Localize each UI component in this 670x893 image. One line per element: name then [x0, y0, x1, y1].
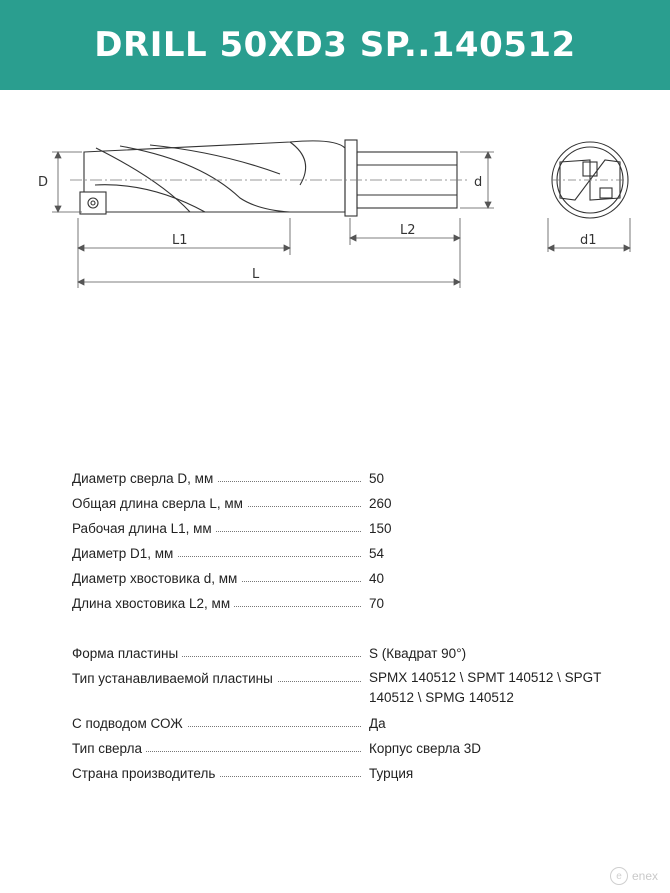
- spec-row: [72, 466, 632, 491]
- circle-e-icon: e: [610, 867, 628, 885]
- spec-row: [72, 566, 632, 591]
- drill-flute: [95, 185, 205, 212]
- spec-label: Общая длина сверла L, мм: [72, 491, 247, 516]
- dim-label-L1: L1: [172, 233, 188, 248]
- spec-label: Диаметр сверла D, мм: [72, 466, 217, 491]
- spec-label: Рабочая длина L1, мм: [72, 516, 216, 541]
- spec-row: [72, 516, 632, 541]
- end-view: [552, 142, 628, 218]
- spec-row: [72, 541, 632, 566]
- spec-label: Тип сверла: [72, 736, 146, 761]
- spec-row: [72, 491, 632, 516]
- insert-shape: [80, 192, 106, 214]
- spec-value: SPMX 140512 \ SPMT 140512 \ SPGT 140512 \ SPMG 140512: [369, 670, 602, 705]
- watermark: [610, 867, 658, 885]
- spec-value: 150: [369, 521, 392, 536]
- header-bar: [0, 0, 670, 90]
- spec-label: Тип устанавливаемой пластины: [72, 666, 277, 691]
- dim-label-d1: d1: [580, 233, 597, 248]
- spec-group-properties: [72, 641, 632, 786]
- watermark-text: enex: [631, 869, 658, 883]
- spec-label: С подводом СОЖ: [72, 711, 187, 736]
- spec-label: Диаметр D1, мм: [72, 541, 177, 566]
- spec-value: 50: [369, 471, 385, 486]
- dim-label-d: d: [474, 175, 483, 190]
- spec-label: Форма пластины: [72, 641, 182, 666]
- spec-row: [72, 736, 632, 761]
- spec-label: Диаметр хвостовика d, мм: [72, 566, 241, 591]
- spec-row: [72, 591, 632, 616]
- spec-value: 54: [369, 546, 385, 561]
- page-title: DRILL 50XD3 SP..140512: [94, 25, 576, 65]
- spec-value: Да: [369, 716, 386, 731]
- spec-label: Страна производитель: [72, 761, 219, 786]
- drill-flute: [120, 146, 290, 212]
- spec-row: [72, 641, 632, 666]
- drill-flute: [290, 142, 306, 185]
- dim-label-L: L: [252, 267, 260, 282]
- spec-group-dimensions: [72, 466, 632, 616]
- spec-row: [72, 761, 632, 786]
- spec-value: 70: [369, 596, 385, 611]
- spec-value: 40: [369, 571, 385, 586]
- spec-value: Корпус сверла 3D: [369, 741, 482, 756]
- spec-row: [72, 711, 632, 736]
- spec-row: [72, 666, 632, 711]
- spec-label: Длина хвостовика L2, мм: [72, 591, 234, 616]
- dim-label-D: D: [38, 175, 49, 190]
- drill-flute: [150, 145, 280, 174]
- spec-value: Турция: [369, 766, 414, 781]
- spec-value: S (Квадрат 90°): [369, 646, 467, 661]
- dim-label-L2: L2: [400, 223, 416, 238]
- spec-value: 260: [369, 496, 392, 511]
- drill-flange: [345, 140, 357, 216]
- technical-drawing: [0, 100, 670, 310]
- drill-body: [84, 141, 345, 212]
